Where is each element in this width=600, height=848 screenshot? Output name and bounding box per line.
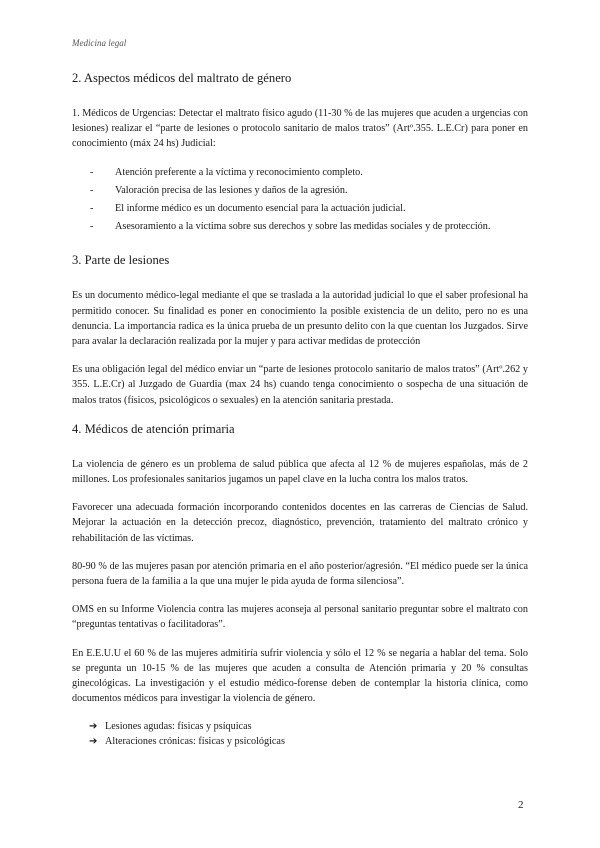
- section-2-list: [72, 165, 528, 235]
- section-4-paragraph: En E.E.U.U el 60 % de las mujeres admitiría sufrir violencia y sólo el 12 % se negaría a hablar del tema. Solo se pregunta un 10-15 % de las mujeres que acuden a consulta de Atención primaria y 20 % consultas ginecológicas. La investigación y el estudio médico-forense deben de contemplar la historia clínica, como documentos médicos para investigar la violencia de género.: [72, 647, 528, 705]
- section-4-paragraph: OMS en su Informe Violencia contra las mujeres aconseja al personal sanitario preguntar sobre el maltrato con “preguntas tentativas o facilitadoras”.: [72, 604, 528, 631]
- section-2-title: 2. Aspectos médicos del maltrato de género: [72, 71, 292, 85]
- list-item: [72, 734, 528, 749]
- running-head: Medicina legal: [72, 38, 127, 48]
- list-item: - Asesoramiento a la víctima sobre sus derechos y sobre las medidas sociales y de protección.: [72, 219, 528, 234]
- list-item: [72, 719, 528, 734]
- section-2-intro: 1. Médicos de Urgencias: Detectar el maltrato físico agudo (11-30 % de las mujeres que acuden a urgencias con lesiones) realizar el “parte de lesiones o protocolo sanitario de malos tratos” (Artº.355. L.E.Cr) para poner en conocimiento (máx 24 hs) Judicial:: [72, 108, 528, 150]
- section-4-paragraph: 80-90 % de las mujeres pasan por atención primaria en el año posterior/agresión. “El médico puede ser la única persona fuera de la familia a la que una mujer le pida ayuda de forma silenciosa”.: [72, 560, 528, 588]
- arrow-right-icon: ➔: [89, 721, 98, 733]
- list-item: - Atención preferente a la víctima y reconocimiento completo.: [72, 165, 528, 180]
- page-content: [72, 70, 528, 749]
- section-3-paragraph: Es un documento médico-legal mediante el que se traslada a la autoridad judicial lo que el saber profesional ha permitido conocer. Su finalidad es poner en conocimiento la posible existencia de un delito, pero no es una denuncia. La importancia radica es la única prueba de un presunto delito con la que cuentan los Juzgados. Sirve para avalar la declaración realizada por la mujer y para activar medidas de protección: [72, 290, 528, 348]
- section-3-title: 3. Parte de lesiones: [72, 253, 170, 268]
- section-4-paragraph: Favorecer una adecuada formación incorporando contenidos docentes en las carreras de Ciencias de Salud. Mejorar la actuación en la detección precoz, diagnóstico, prevención, tratamiento del maltrato crónico y rehabilitación de las víctimas.: [72, 502, 528, 544]
- list-item-label: Alteraciones crónicas: físicas y psicológicas: [105, 736, 285, 748]
- section-4-arrow-list: [72, 719, 528, 749]
- list-item: - Valoración precisa de las lesiones y daños de la agresión.: [72, 183, 528, 198]
- list-item: - El informe médico es un documento esencial para la actuación judicial.: [72, 201, 528, 216]
- section-3-paragraph: Es una obligación legal del médico enviar un “parte de lesiones protocolo sanitario de malos tratos” (Artº.262 y 355. L.E.Cr) al Juzgado de Guardia (max 24 hs) cuando tenga conocimiento o sospecha de una situación de malos tratos (físicos, psicológicos o sexuales) en la atención sanitaria prestada.: [72, 364, 528, 406]
- arrow-right-icon: ➔: [89, 736, 98, 748]
- section-4-title: 4. Médicos de atención primaria: [72, 421, 235, 436]
- section-4-paragraph: La violencia de género es un problema de salud pública que afecta al 12 % de mujeres españolas, más de 2 millones. Los profesionales sanitarios jugamos un papel clave en la lucha contra los malos tratos.: [72, 458, 528, 486]
- page-number: 2: [518, 799, 524, 811]
- list-item-label: Lesiones agudas: físicas y psíquicas: [105, 721, 252, 733]
